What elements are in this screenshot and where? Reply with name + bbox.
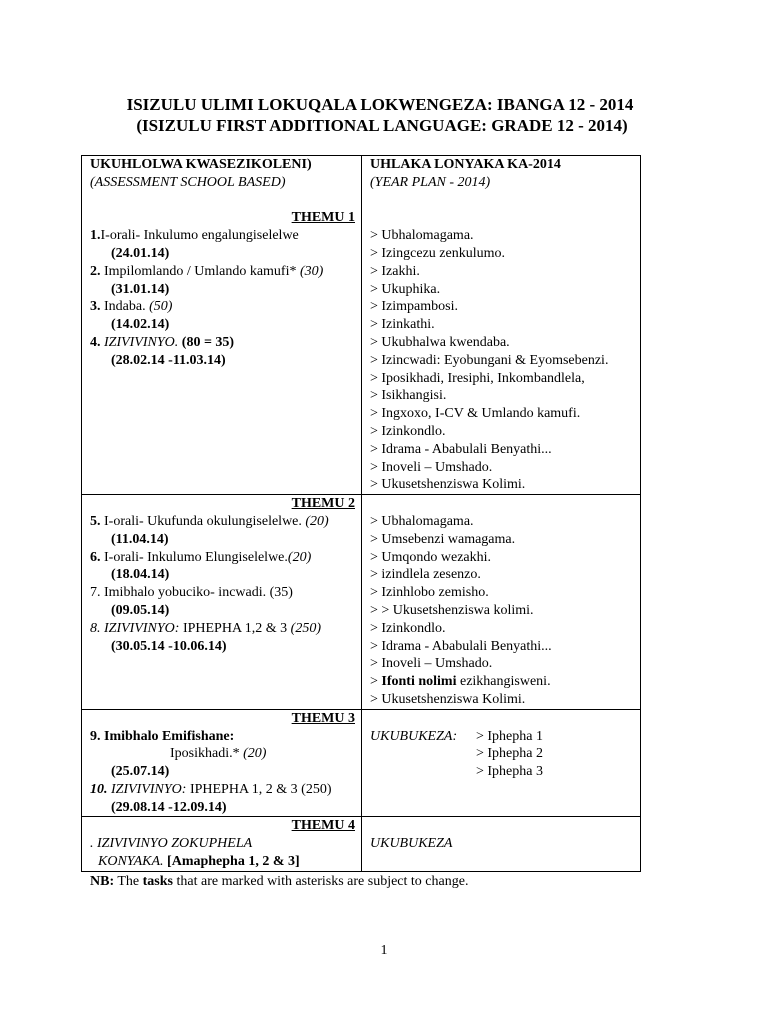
- yearplan-column-theme-3: [362, 709, 641, 817]
- task-7: 7. Imibhalo yobuciko- incwadi. (35): [90, 585, 293, 601]
- topic-item: > Izinkathi.: [370, 317, 435, 333]
- topic-item: > Idrama - Ababulali Benyathi...: [370, 441, 552, 457]
- assessment-column-theme-4: [82, 817, 362, 871]
- theme-label: THEMU 2: [291, 496, 355, 512]
- task-2: 2. Impilomlando / Umlando kamufi* (30): [90, 263, 324, 279]
- topic-item: > Izinhlobo zemisho.: [370, 585, 489, 601]
- task-date: (11.04.14): [111, 531, 169, 547]
- paper-item: > Iphepha 1: [476, 728, 543, 744]
- revision-label: UKUBUKEZA: [370, 836, 453, 852]
- assessment-column-theme-3: [82, 709, 362, 817]
- table-row-theme-4: [82, 817, 641, 871]
- topic-item: > Iposikhadi, Iresiphi, Inkombandlela,: [370, 370, 585, 386]
- task-date: (28.02.14 -11.03.14): [111, 352, 226, 368]
- task-9: 9. Imibhalo Emifishane:: [90, 728, 235, 744]
- topic-item: > Umsebenzi wamagama.: [370, 531, 516, 547]
- year-plan-table: [81, 155, 641, 872]
- topic-item: > Ukuphika.: [370, 281, 441, 297]
- yearplan-column-theme-1: [362, 156, 641, 495]
- task-date: (31.01.14): [111, 281, 170, 297]
- assessment-column-theme-1: [82, 156, 362, 495]
- yearplan-column-theme-4: [362, 817, 641, 871]
- table-row-theme-2: [82, 495, 641, 710]
- task-date: (18.04.14): [111, 567, 170, 583]
- topic-item: > Ukubhalwa kwendaba.: [370, 334, 510, 350]
- task-date: (24.01.14): [111, 245, 170, 261]
- assessment-subheader: (ASSESSMENT SCHOOL BASED): [90, 174, 286, 190]
- topic-item: > Isikhangisi.: [370, 388, 447, 404]
- task-9-sub: Iposikhadi.* (20): [170, 746, 267, 762]
- task-date: (29.08.14 -12.09.14): [111, 799, 227, 815]
- task-4: 4. IZIVIVINYO. (80 = 35): [90, 334, 235, 350]
- document-title: ISIZULU ULIMI LOKUQALA LOKWENGEZA: IBANGA 12 - 2014: [126, 95, 634, 114]
- table-row-theme-1: [82, 156, 641, 495]
- task-date: (09.05.14): [111, 602, 170, 618]
- final-exam-line: . IZIVIVINYO ZOKUPHELA: [90, 836, 253, 852]
- topic-item: > izindlela zesenzo.: [370, 567, 481, 583]
- task-3: 3. Indaba. (50): [90, 299, 173, 315]
- theme-label: THEMU 4: [291, 818, 355, 834]
- yearplan-column-theme-2: [362, 495, 641, 710]
- yearplan-subheader: (YEAR PLAN - 2014): [370, 174, 491, 190]
- topic-item: > Izinkondlo.: [370, 620, 446, 636]
- task-5: 5. I-orali- Ukufunda okulungiselelwe. (20): [90, 513, 329, 529]
- topic-item: > Izincwadi: Eyobungani & Eyomsebenzi.: [370, 352, 609, 368]
- topic-item: > Ukusetshenziswa Kolimi.: [370, 691, 526, 707]
- topic-list: [370, 227, 634, 494]
- theme-label: THEMU 3: [291, 710, 355, 726]
- paper-item: > Iphepha 2: [476, 746, 543, 762]
- yearplan-header: UHLAKA LONYAKA KA-2014: [370, 157, 561, 172]
- topic-item: > Ubhalomagama.: [370, 513, 474, 529]
- topic-item: > Izakhi.: [370, 263, 420, 279]
- topic-item: > Ifonti nolimi ezikhangisweni.: [370, 674, 551, 690]
- page-number: 1: [380, 943, 388, 958]
- topic-item: > Idrama - Ababulali Benyathi...: [370, 638, 552, 654]
- task-date: (25.07.14): [111, 764, 170, 780]
- footnote: NB: The tasks that are marked with asterisks are subject to change.: [90, 874, 469, 889]
- document-subtitle: (ISIZULU FIRST ADDITIONAL LANGUAGE: GRADE 12 - 2014): [136, 116, 628, 135]
- topic-item: > Izingcezu zenkulumo.: [370, 245, 506, 261]
- topic-item: > > Ukusetshenziswa kolimi.: [370, 602, 534, 618]
- topic-item: > Ukusetshenziswa Kolimi.: [370, 477, 526, 493]
- topic-item: > Izinkondlo.: [370, 423, 446, 439]
- topic-item: > Inoveli – Umshado.: [370, 459, 493, 475]
- ukubukeza-block: [370, 728, 634, 781]
- ukubukeza-label: UKUBUKEZA:: [370, 728, 458, 744]
- topic-list: [370, 513, 634, 709]
- theme-label: THEMU 1: [291, 210, 355, 226]
- assessment-header: UKUHLOLWA KWASEZIKOLENI): [90, 157, 312, 172]
- task-1: 1.I-orali- Inkulumo engalungiselelwe: [90, 228, 299, 244]
- paper-item: > Iphepha 3: [476, 764, 543, 780]
- task-10: 10. IZIVIVINYO: IPHEPHA 1, 2 & 3 (250): [90, 781, 332, 797]
- topic-item: > Ubhalomagama.: [370, 228, 474, 244]
- table-row-theme-3: [82, 709, 641, 817]
- task-8: 8. IZIVIVINYO: IPHEPHA 1,2 & 3 (250): [90, 620, 321, 636]
- topic-item: > Inoveli – Umshado.: [370, 656, 493, 672]
- assessment-column-theme-2: [82, 495, 362, 710]
- task-6: 6. I-orali- Inkulumo Elungiselelwe.(20): [90, 549, 312, 565]
- final-exam-papers: KONYAKA. [Amaphepha 1, 2 & 3]: [98, 854, 300, 870]
- task-date: (14.02.14): [111, 317, 170, 333]
- topic-item: > Ingxoxo, I-CV & Umlando kamufi.: [370, 406, 581, 422]
- topic-item: > Izimpambosi.: [370, 299, 458, 315]
- topic-item: > Umqondo wezakhi.: [370, 549, 492, 565]
- task-date: (30.05.14 -10.06.14): [111, 638, 227, 654]
